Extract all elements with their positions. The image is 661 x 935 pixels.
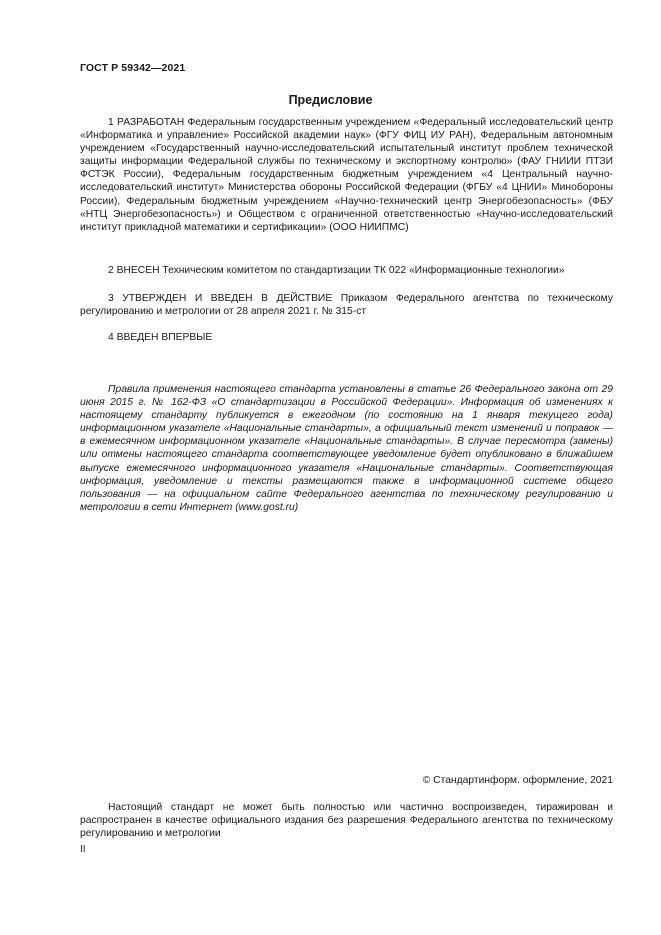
section-introduced-text: 2 ВНЕСЕН Техническим комитетом по стандартизации ТК 022 «Информационные технологии»: [108, 265, 565, 276]
copyright-line: © Стандартинформ. оформление, 2021: [422, 775, 613, 786]
section-approved: [80, 292, 613, 318]
notice-block: [80, 383, 613, 514]
section-introduced: [80, 264, 613, 277]
reproduction-notice: [80, 801, 613, 840]
section-developed-text: 1 РАЗРАБОТАН Федеральным государственным учреждением «Федеральный исследовательский центр «Информатика и управление» Российской академии наук» (ФГУ ФИЦ ИУ РАН), Федеральным автономным учреждением «Государственный научно-исследовательский испытательный институт проблем технической защиты информации Федеральной службы по техническому и экспортному контролю» (ФАУ ГНИИИ ПТЗИ ФСТЭК России), Федеральным государственным бюджетным учреждением «4 Центральный научно-исследовательский институт» Министерства обороны Российской Федерации (ФГБУ «4 ЦНИИ» Минобороны России), Федеральным бюджетным учреждением «Научно-технический центр Энергобезопасность» (ФБУ «НТЦ Энергобезопасность») и Обществом с ограниченной ответственностью «Научно-исследовательский институт прикладной математики и сертификации» (ООО НИИПМС): [80, 117, 613, 233]
reproduction-notice-text: Настоящий стандарт не может быть полностью или частично воспроизведен, тиражирован и распространен в качестве официального издания без разрешения Федерального агентства по техническому регулированию и метрологии: [80, 802, 613, 840]
standard-code-header: ГОСТ Р 59342—2021: [80, 62, 186, 74]
section-first-introduced: [80, 331, 613, 344]
section-first-introduced-text: 4 ВВЕДЕН ВПЕРВЫЕ: [108, 332, 213, 343]
section-approved-text: 3 УТВЕРЖДЕН И ВВЕДЕН В ДЕЙСТВИЕ Приказом Федерального агентства по техническому регулированию и метрологии от 28 апреля 2021 г. № 315-ст: [80, 293, 613, 318]
page-number: II: [80, 844, 86, 855]
notice-text: Правила применения настоящего стандарта установлены в статье 26 Федерального закона от 29 июня 2015 г. № 162-ФЗ «О стандартизации в Российской Федерации». Информация об изменениях к настоящему стандарту публикуется в ежегодном (по состоянию на 1 января текущего года) информационном указателе «Национальные стандарты», а официальный текст изменений и поправок — в ежемесячном информационном указателе «Национальные стандарты». В случае пересмотра (замены) или отмены настоящего стандарта соответствующее уведомление будет опубликовано в ближайшем выпуске ежемесячного информационного указателя «Национальные стандарты». Соответствующая информация, уведомление и тексты размещаются также в информационной системе общего пользования — на официальном сайте Федерального агентства по техническому регулированию и метрологии в сети Интернет (www.gost.ru): [80, 384, 613, 513]
page-title: Предисловие: [288, 93, 373, 107]
section-developed: [80, 116, 613, 234]
